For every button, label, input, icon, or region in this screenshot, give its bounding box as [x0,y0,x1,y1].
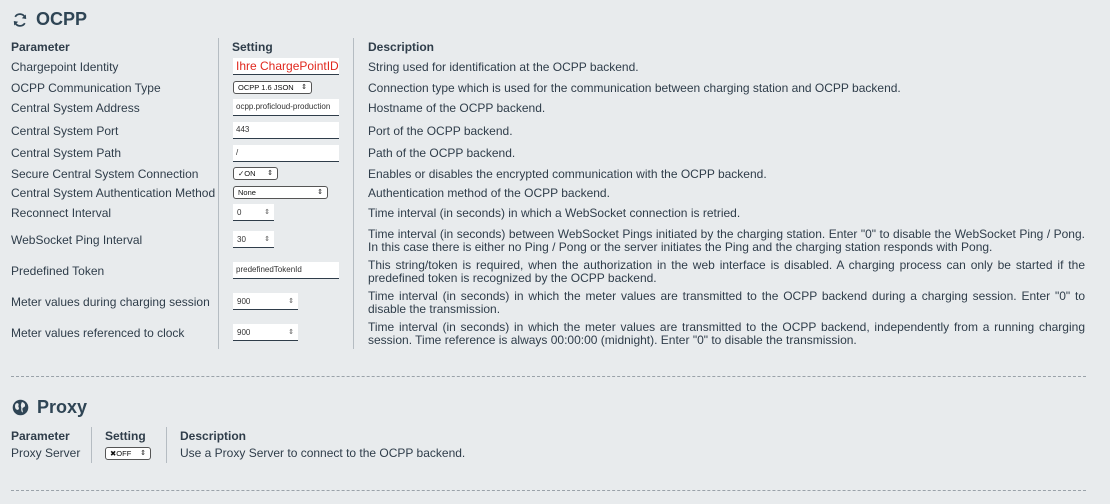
meter-values-clock-description: Time interval (in seconds) in which the meter values are transmitted to the OCPP backend, independently from a running charging session. Time reference is always 00:00:00 (midnight). Enter "0" to disable the transmission. [368,320,1085,347]
select-arrows-icon: ⇕ [317,189,323,196]
section-divider-bottom [11,490,1086,491]
ocpp-section-title: OCPP [12,9,87,30]
stepper-arrows-icon[interactable]: ⇕ [264,209,270,216]
central-system-address-input[interactable]: ocpp.proficloud-production [233,99,339,116]
authentication-method-value: None [238,188,256,197]
central-system-port-description: Port of the OCPP backend. [368,124,513,138]
proxy-server-value: ✖OFF [110,449,132,458]
ocpp-column-divider-1 [218,38,219,349]
reconnect-interval-value: 0 [237,207,242,217]
refresh-icon [12,12,28,28]
stepper-arrows-icon[interactable]: ⇕ [288,329,294,336]
reconnect-interval-description: Time interval (in seconds) in which a WebSocket connection is retried. [368,206,741,220]
proxy-column-divider-1 [91,427,92,463]
meter-values-clock-stepper[interactable] [233,324,298,341]
proxy-section-title: Proxy [12,397,87,418]
proxy-column-divider-2 [166,427,167,463]
proxy-header-parameter: Parameter [11,429,70,443]
central-system-address-label: Central System Address [11,101,140,115]
predefined-token-input[interactable]: predefinedTokenId [233,262,339,279]
meter-values-clock-value: 900 [237,327,251,337]
central-system-path-input[interactable]: / [233,145,339,162]
authentication-method-description: Authentication method of the OCPP backend. [368,186,610,200]
ocpp-header-description: Description [368,40,435,54]
chargepoint-identity-input[interactable]: Ihre ChargePointID [233,58,339,75]
websocket-ping-interval-label: WebSocket Ping Interval [11,233,143,247]
meter-values-clock-label: Meter values referenced to clock [11,326,185,340]
proxy-server-select[interactable] [105,447,151,460]
central-system-port-input[interactable]: 443 [233,122,339,139]
predefined-token-description: This string/token is required, when the authorization in the web interface is disabled. A charging process can only be started if the predefined token is recognized by the OCPP backend. [368,258,1085,285]
communication-type-description: Connection type which is used for the communication between charging station and OCPP backend. [368,81,901,95]
meter-values-session-description: Time interval (in seconds) in which the meter values are transmitted to the OCPP backend during a charging session. Enter "0" to disable the transmission. [368,289,1085,316]
select-arrows-icon: ⇕ [267,170,273,177]
authentication-method-select[interactable] [233,186,328,199]
reconnect-interval-stepper[interactable] [233,204,274,221]
central-system-address-description: Hostname of the OCPP backend. [368,101,546,115]
stepper-arrows-icon[interactable]: ⇕ [264,236,270,243]
ocpp-column-divider-2 [353,38,354,349]
websocket-ping-interval-description: Time interval (in seconds) between WebSocket Pings initiated by the charging station. Enter "0" to disable the WebSocket Ping / Pong. In this case there is either no Ping / Pong or the server initiates the Ping and the charging station responds with Pong. [368,227,1085,254]
central-system-path-description: Path of the OCPP backend. [368,146,516,160]
secure-connection-select[interactable] [233,167,278,180]
meter-values-session-value: 900 [237,296,251,306]
websocket-ping-interval-value: 30 [237,234,246,244]
section-divider [11,376,1086,377]
chargepoint-identity-description: String used for identification at the OCPP backend. [368,60,639,74]
proxy-server-label: Proxy Server [11,446,81,460]
chargepoint-identity-label: Chargepoint Identity [11,60,119,74]
meter-values-session-stepper[interactable] [233,293,298,310]
secure-connection-description: Enables or disables the encrypted communication with the OCPP backend. [368,167,767,181]
central-system-path-label: Central System Path [11,146,122,160]
meter-values-session-label: Meter values during charging session [11,295,210,309]
proxy-header-description: Description [180,429,247,443]
globe-icon [12,399,29,416]
central-system-port-label: Central System Port [11,124,119,138]
communication-type-select[interactable] [233,81,312,94]
ocpp-header-parameter: Parameter [11,40,70,54]
secure-connection-value: ✓ON [238,169,256,178]
stepper-arrows-icon[interactable]: ⇕ [288,298,294,305]
ocpp-header-setting: Setting [232,40,273,54]
communication-type-label: OCPP Communication Type [11,81,161,95]
proxy-server-description: Use a Proxy Server to connect to the OCPP backend. [180,446,466,460]
communication-type-value: OCPP 1.6 JSON [238,83,294,92]
select-arrows-icon: ⇕ [140,450,146,457]
reconnect-interval-label: Reconnect Interval [11,206,112,220]
select-arrows-icon: ⇕ [301,84,307,91]
websocket-ping-interval-stepper[interactable] [233,231,274,248]
authentication-method-label: Central System Authentication Method [11,186,216,200]
proxy-header-setting: Setting [105,429,146,443]
predefined-token-label: Predefined Token [11,264,105,278]
secure-connection-label: Secure Central System Connection [11,167,199,181]
